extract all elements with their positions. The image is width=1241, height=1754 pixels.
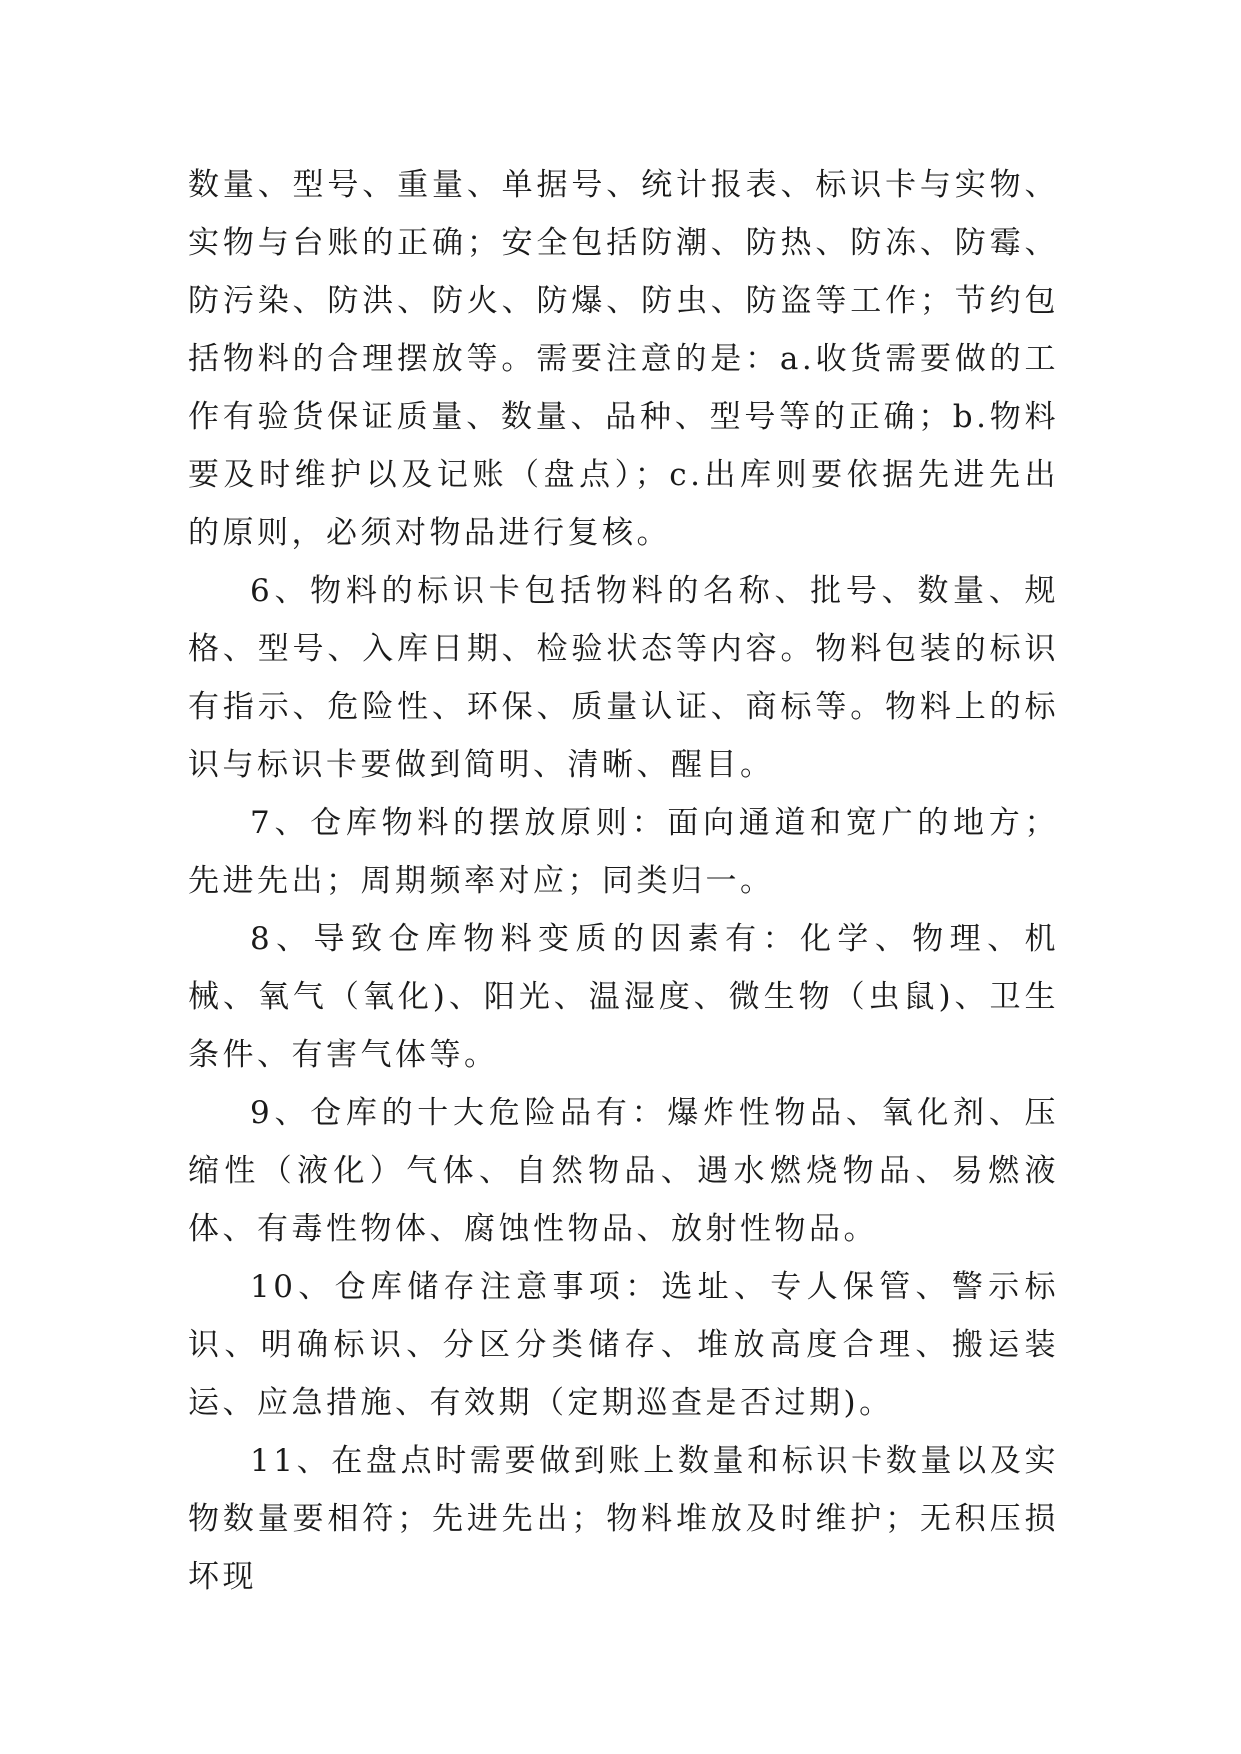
paragraph-item-6: 6、物料的标识卡包括物料的名称、批号、数量、规格、型号、入库日期、检验状态等内容。物料包装的标识有指示、危险性、环保、质量认证、商标等。物料上的标识与标识卡要做到简明、清晰、醒目。 — [188, 573, 1059, 783]
paragraph-item-10: 10、仓库储存注意事项：选址、专人保管、警示标识、明确标识、分区分类储存、堆放高度合理、搬运装运、应急措施、有效期（定期巡查是否过期)。 — [188, 1269, 1059, 1421]
paragraph-continued: 数量、型号、重量、单据号、统计报表、标识卡与实物、实物与台账的正确；安全包括防潮、防热、防冻、防霉、防污染、防洪、防火、防爆、防虫、防盗等工作；节约包括物料的合理摆放等。需要注意的是：a.收货需要做的工作有验货保证质量、数量、品种、型号等的正确；b.物料要及时维护以及记账（盘点）；c.出库则要依据先进先出的原则，必须对物品进行复核。 — [188, 167, 1059, 551]
paragraph-item-11: 11、在盘点时需要做到账上数量和标识卡数量以及实物数量要相符；先进先出；物料堆放及时维护；无积压损坏现 — [188, 1443, 1059, 1595]
paragraph-item-8: 8、导致仓库物料变质的因素有：化学、物理、机械、氧气（氧化)、阳光、温湿度、微生物（虫鼠)、卫生条件、有害气体等。 — [188, 921, 1059, 1073]
paragraph-item-9: 9、仓库的十大危险品有：爆炸性物品、氧化剂、压缩性（液化）气体、自然物品、遇水燃烧物品、易燃液体、有毒性物体、腐蚀性物品、放射性物品。 — [188, 1095, 1059, 1247]
paragraph-item-7: 7、仓库物料的摆放原则：面向通道和宽广的地方；先进先出；周期频率对应；同类归一。 — [188, 805, 1059, 899]
